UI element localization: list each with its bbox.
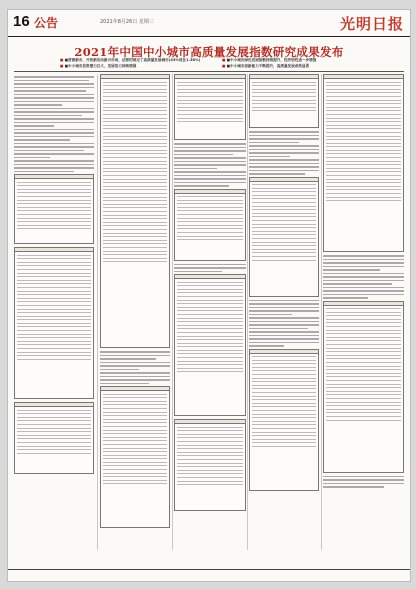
highlight-2: ■ ■中小城市绿色发展指数持续提升，经济韧性进一步增强 — [222, 58, 316, 63]
highlight-4: ■ ■中小城市创新能力不断提升，高质量发展成效显著 — [222, 64, 309, 69]
page-footer — [8, 569, 410, 582]
column-divider — [247, 74, 248, 550]
page-number: 16 — [13, 13, 30, 30]
column-divider — [97, 74, 98, 550]
column-4 — [249, 74, 319, 550]
column-5 — [323, 74, 404, 550]
highlight-1: ■ ■营商新市、开放新发动新兴市场，法律的规定了高质量发展城市(43%同比1.38%) — [60, 58, 200, 63]
masthead — [8, 10, 410, 37]
headline-rule — [14, 71, 404, 72]
column-3 — [174, 74, 246, 550]
newspaper-page — [7, 9, 411, 582]
article-title: 2021年中国中小城市高质量发展指数研究成果发布 — [74, 45, 344, 59]
section-name: 公告 — [34, 16, 59, 30]
issue-date: 2021年8月26日 星期三 — [100, 19, 154, 25]
column-divider — [321, 74, 322, 550]
highlight-3: ■ ■中小城市投资潜力巨大，发展活力持续增强 — [60, 64, 136, 69]
column-divider — [172, 74, 173, 550]
column-1 — [14, 74, 94, 550]
newspaper-logo: 光明日报 — [339, 15, 404, 33]
column-2 — [100, 74, 170, 550]
